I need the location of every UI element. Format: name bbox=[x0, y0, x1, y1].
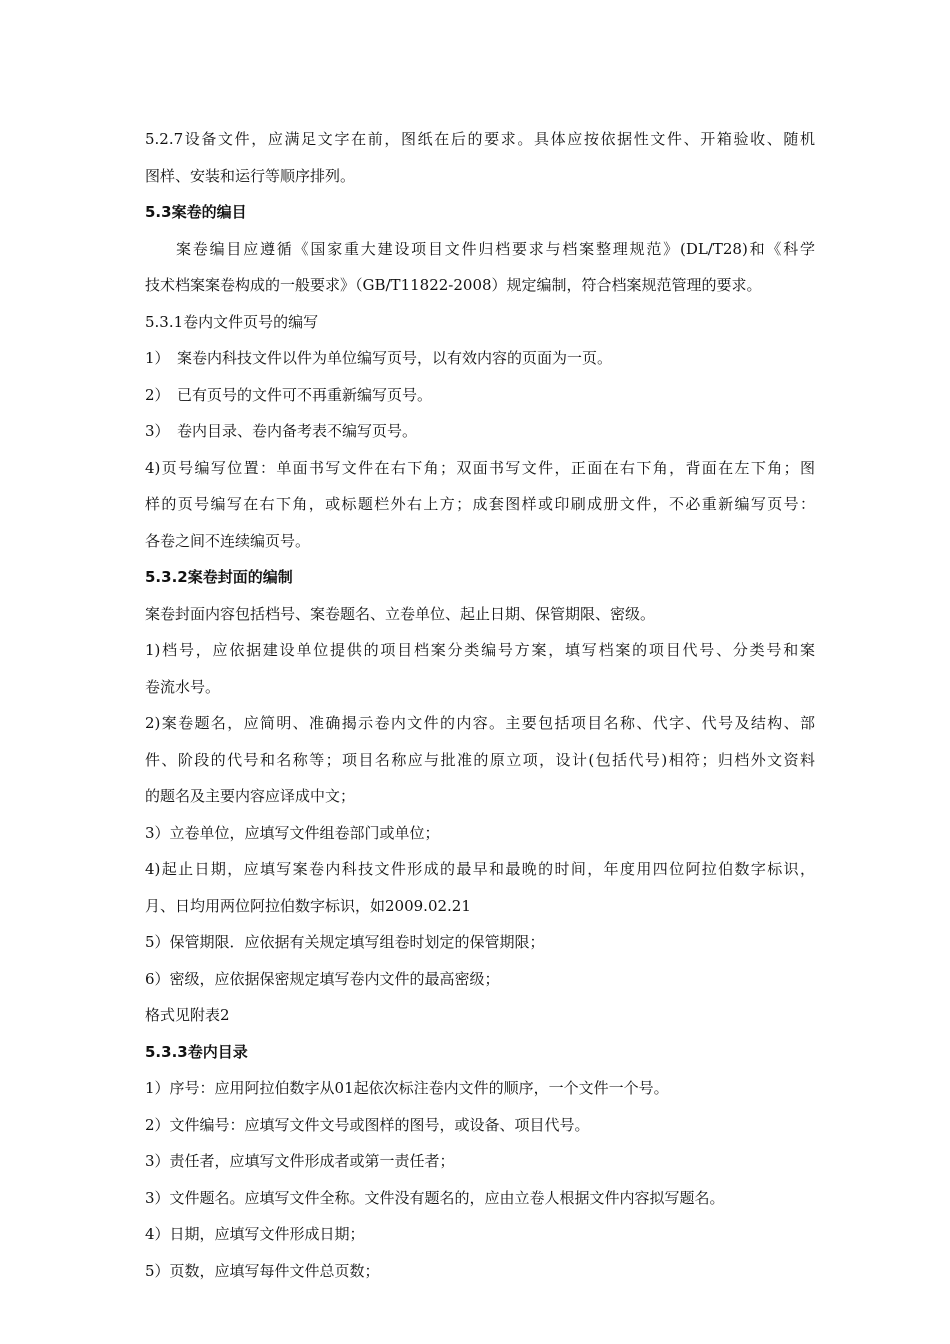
text-line: 的题名及主要内容应译成中文； bbox=[145, 787, 356, 805]
text-line: 案卷编目应遵循《国家重大建设项目文件归档要求与档案整理规范》(DL/T28)和《科学 bbox=[176, 239, 815, 258]
text-line: 6）密级，应依据保密规定填写卷内文件的最高密级； bbox=[145, 969, 500, 988]
section-heading: 5.3.3卷内目录 bbox=[145, 1042, 248, 1061]
text-line: 1）序号：应用阿拉伯数字从01起依次标注卷内文件的顺序，一个文件一个号。 bbox=[145, 1079, 669, 1097]
text-line: 样的页号编写在右下角，或标题栏外右上方；成套图样或印刷成册文件，不必重新编写页号： bbox=[145, 495, 815, 513]
section-heading: 5.3案卷的编目 bbox=[145, 203, 247, 221]
text-line: 4）日期，应填写文件形成日期； bbox=[145, 1225, 365, 1243]
document-page bbox=[145, 121, 815, 1289]
text-line: 2） 已有页号的文件可不再重新编写页号。 bbox=[145, 385, 433, 404]
text-line: 各卷之间不连续编页号。 bbox=[145, 531, 311, 550]
text-line: 3）文件题名。应填写文件全称。文件没有题名的，应由立卷人根据文件内容拟写题名。 bbox=[145, 1188, 725, 1207]
text-line: 图样、安装和运行等顺序排列。 bbox=[145, 166, 356, 185]
text-line: 3） 卷内目录、卷内备考表不编写页号。 bbox=[145, 422, 418, 440]
text-line: 5.3.1卷内文件页号的编写 bbox=[145, 312, 319, 331]
text-line: 3）责任者，应填写文件形成者或第一责任者； bbox=[145, 1152, 455, 1170]
text-line: 5）保管期限．应依据有关规定填写组卷时划定的保管期限； bbox=[145, 933, 545, 951]
text-line: 2)案卷题名，应简明、准确揭示卷内文件的内容。主要包括项目名称、代字、代号及结构、部 bbox=[145, 714, 815, 732]
text-line: 4)起止日期，应填写案卷内科技文件形成的最早和最晚的时间，年度用四位阿拉伯数字标识， bbox=[145, 860, 815, 878]
text-line: 1)档号，应依据建设单位提供的项目档案分类编号方案，填写档案的项目代号、分类号和案 bbox=[145, 641, 815, 659]
text-line: 案卷封面内容包括档号、案卷题名、立卷单位、起止日期、保管期限、密级。 bbox=[145, 604, 656, 623]
text-line: 1） 案卷内科技文件以件为单位编写页号，以有效内容的页面为一页。 bbox=[145, 349, 613, 367]
text-line: 格式见附表2 bbox=[145, 1006, 230, 1024]
text-line: 卷流水号。 bbox=[145, 677, 221, 696]
section-heading: 5.3.2案卷封面的编制 bbox=[145, 568, 293, 586]
text-line: 月、日均用两位阿拉伯数字标识，如2009.02.21 bbox=[145, 896, 471, 915]
text-line: 3）立卷单位，应填写文件组卷部门或单位； bbox=[145, 823, 440, 842]
text-line: 2）文件编号：应填写文件文号或图样的图号，或设备、项目代号。 bbox=[145, 1115, 590, 1134]
text-line: 技术档案案卷构成的一般要求》（GB/T11822-2008）规定编制，符合档案规范管理的要求。 bbox=[145, 276, 762, 294]
text-line: 件、阶段的代号和名称等；项目名称应与批准的原立项，设计(包括代号)相符；归档外文资料 bbox=[145, 750, 815, 769]
text-line: 5.2.7设备文件，应满足文字在前，图纸在后的要求。具体应按依据性文件、开箱验收、随机 bbox=[145, 130, 815, 148]
text-line: 4)页号编写位置：单面书写文件在右下角；双面书写文件，正面在右下角，背面在左下角；图 bbox=[145, 458, 815, 477]
text-line: 5）页数，应填写每件文件总页数； bbox=[145, 1261, 380, 1280]
